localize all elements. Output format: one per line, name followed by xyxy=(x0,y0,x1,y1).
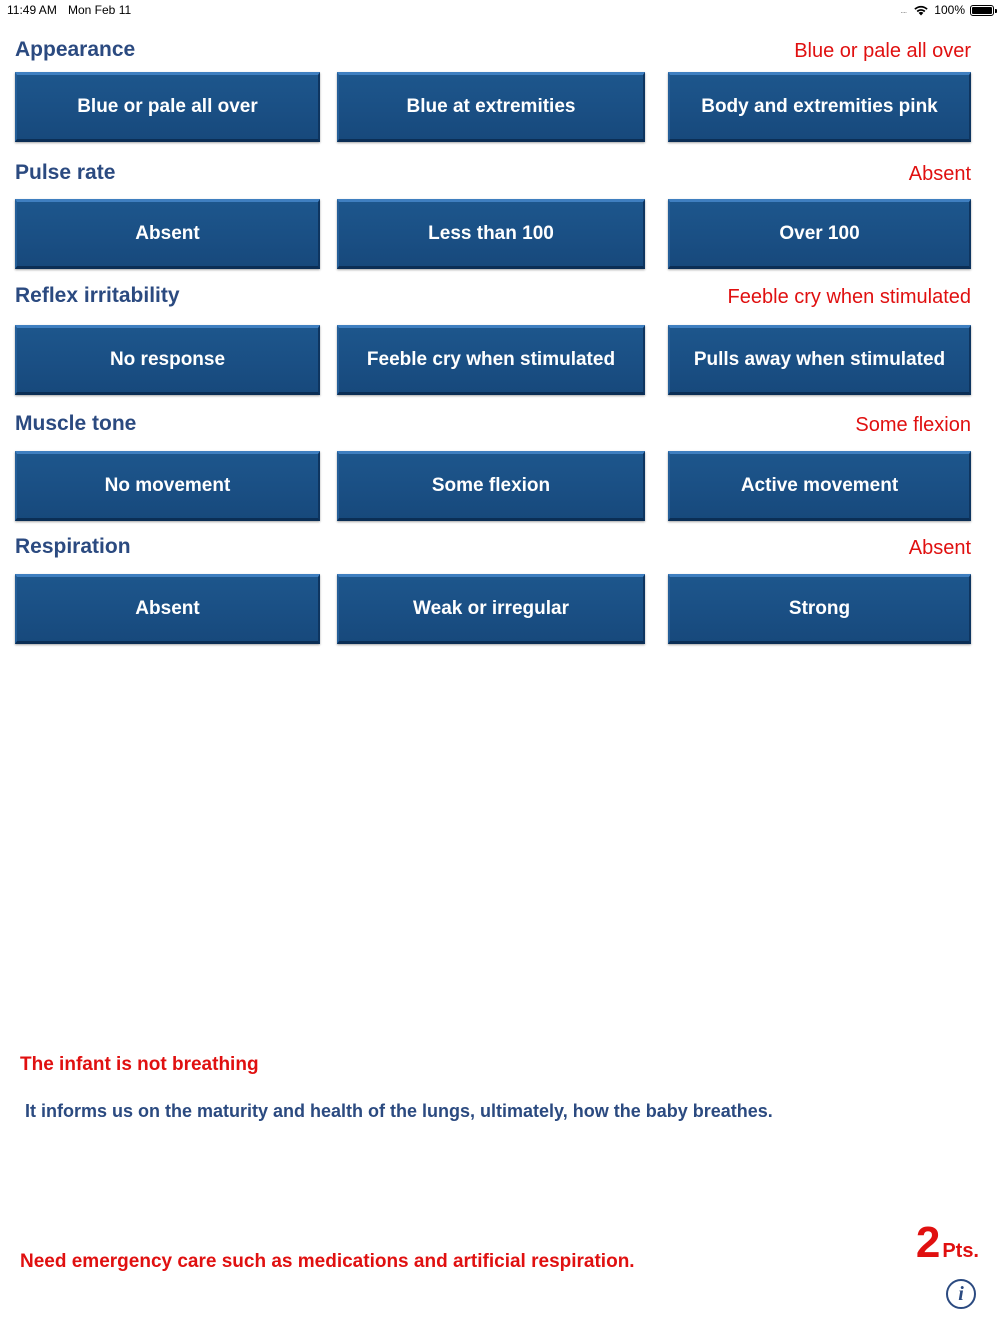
section-title: Appearance xyxy=(15,38,136,61)
option-active-movement-button[interactable]: Active movement xyxy=(668,451,971,521)
section-title: Muscle tone xyxy=(15,412,137,435)
status-message: The infant is not breathing xyxy=(20,1054,259,1075)
description-text: It informs us on the maturity and health of the lungs, ultimately, how the baby breathes. xyxy=(25,1101,773,1121)
section-title: Respiration xyxy=(15,535,131,558)
recommendation-text: Need emergency care such as medications and artificial respiration. xyxy=(20,1251,635,1272)
option-pulls-away-button[interactable]: Pulls away when stimulated xyxy=(668,325,971,395)
selected-value: Absent xyxy=(908,537,971,559)
section-header xyxy=(15,38,971,72)
option-group xyxy=(15,574,971,644)
score-display xyxy=(916,1218,979,1268)
option-group xyxy=(15,199,971,269)
score-unit: Pts. xyxy=(942,1240,979,1262)
option-blue-at-extremities-button[interactable]: Blue at extremities xyxy=(337,72,645,142)
option-absent-button[interactable]: Absent xyxy=(15,574,320,644)
section-appearance xyxy=(15,38,971,142)
option-over-100-button[interactable]: Over 100 xyxy=(668,199,971,269)
selected-value: Some flexion xyxy=(855,414,971,436)
score-value: 2 xyxy=(915,1218,941,1267)
option-group xyxy=(15,72,971,142)
section-header xyxy=(15,535,971,569)
section-title: Reflex irritability xyxy=(15,284,180,307)
section-title: Pulse rate xyxy=(15,161,116,184)
section-header xyxy=(15,412,971,446)
option-feeble-cry-button[interactable]: Feeble cry when stimulated xyxy=(337,325,645,395)
selected-value: Blue or pale all over xyxy=(794,40,971,62)
section-muscle-tone xyxy=(15,412,971,521)
selected-value: Feeble cry when stimulated xyxy=(727,286,971,308)
signal-icon: .... xyxy=(900,5,907,15)
section-respiration xyxy=(15,535,971,644)
option-blue-or-pale-all-over-button[interactable]: Blue or pale all over xyxy=(15,72,320,142)
option-no-movement-button[interactable]: No movement xyxy=(15,451,320,521)
section-reflex-irritability xyxy=(15,284,971,395)
status-bar xyxy=(0,0,1000,22)
selected-value: Absent xyxy=(908,163,971,185)
wifi-icon xyxy=(913,5,929,16)
option-absent-button[interactable]: Absent xyxy=(15,199,320,269)
option-body-and-extremities-pink-button[interactable]: Body and extremities pink xyxy=(668,72,971,142)
option-group xyxy=(15,325,971,395)
info-icon[interactable]: i xyxy=(946,1279,976,1309)
section-pulse-rate xyxy=(15,161,971,269)
status-time: 11:49 AM xyxy=(7,3,57,17)
option-no-response-button[interactable]: No response xyxy=(15,325,320,395)
option-weak-or-irregular-button[interactable]: Weak or irregular xyxy=(337,574,645,644)
option-less-than-100-button[interactable]: Less than 100 xyxy=(337,199,645,269)
section-header xyxy=(15,284,971,318)
section-header xyxy=(15,161,971,195)
battery-icon xyxy=(970,5,994,16)
option-group xyxy=(15,451,971,521)
status-indicators xyxy=(900,3,994,17)
option-some-flexion-button[interactable]: Some flexion xyxy=(337,451,645,521)
battery-percent: 100% xyxy=(934,3,965,17)
option-strong-button[interactable]: Strong xyxy=(668,574,971,644)
status-date: Mon Feb 11 xyxy=(68,3,132,17)
